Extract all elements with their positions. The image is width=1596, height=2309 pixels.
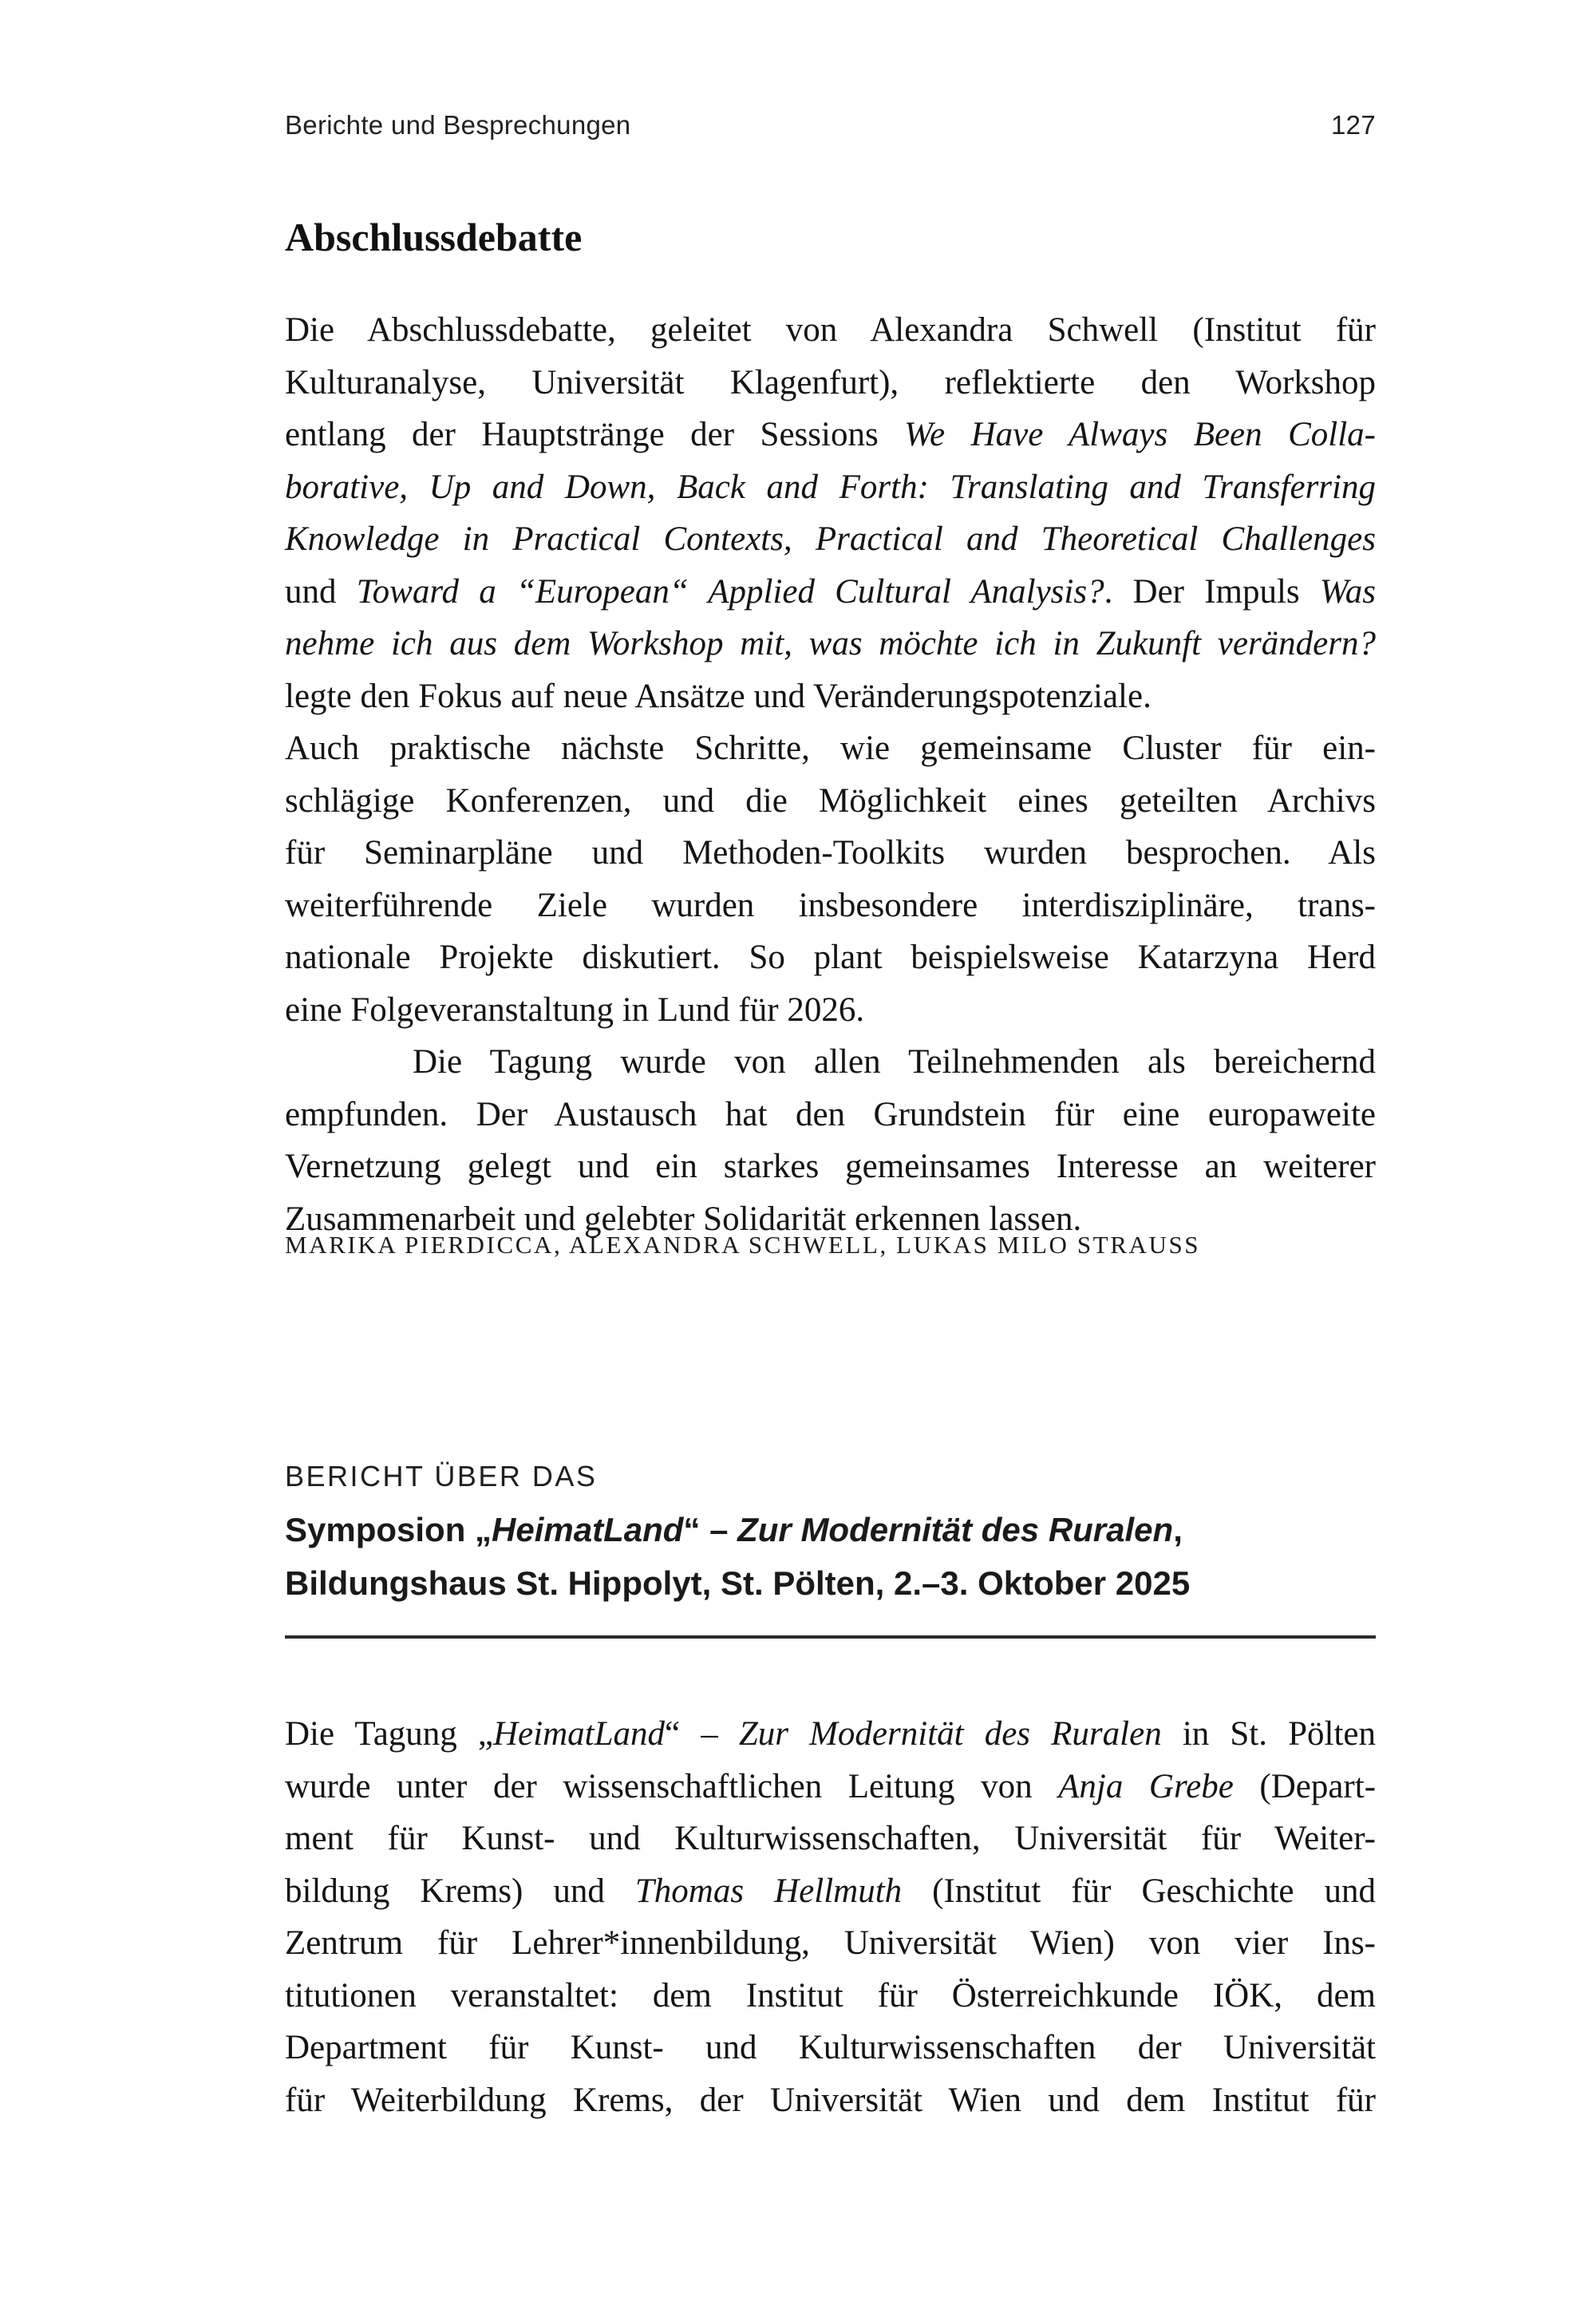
text-line: Die Abschlussdebatte, geleitet von Alexandra Schwell (Institut für (285, 311, 1376, 349)
text-line: Die Tagung wurde von allen Teilnehmenden als bereichernd (413, 1043, 1376, 1081)
page-number: 127 (1331, 110, 1376, 140)
text-line: und Toward a “European“ Applied Cultural Analysis?. Der Impuls Was (285, 572, 1376, 611)
text-line: borative, Up and Down, Back and Forth: Translating and Transferring (285, 468, 1376, 506)
text-line: Zusammenarbeit und gelebter Solidarität erkennen lassen. (285, 1200, 1082, 1238)
text-line: bildung Krems) und Thomas Hellmuth (Institut für Geschichte und (285, 1872, 1377, 1910)
article1-authors: MARIKA PIERDICCA, ALEXANDRA SCHWELL, LUKAS MILO STRAUSS (285, 1231, 1201, 1259)
text-line: Symposion „HeimatLand“ – Zur Modernität des Ruralen, (285, 1511, 1183, 1548)
article1-paragraph (285, 304, 1376, 1245)
text-line: eine Folgeveranstaltung in Lund für 2026. (285, 990, 865, 1029)
text-line: Auch praktische nächste Schritte, wie gemeinsame Cluster für ein- (285, 729, 1376, 767)
text-line: wurde unter der wissenschaftlichen Leitung von Anja Grebe (Depart- (285, 1767, 1377, 1805)
text-line: titutionen veranstaltet: dem Institut für Österreichkunde IÖK, dem (285, 1976, 1376, 2014)
text-line: nehme ich aus dem Workshop mit, was möchte ich in Zukunft verändern? (285, 625, 1376, 662)
text-line: schlägige Konferenzen, und die Möglichkeit eines geteilten Archivs (285, 781, 1376, 820)
article2-kicker: BERICHT ÜBER DAS (285, 1460, 598, 1493)
text-line: Die Tagung „HeimatLand“ – Zur Modernität des Ruralen in St. Pölten (285, 1715, 1377, 1753)
text-line: legte den Fokus auf neue Ansätze und Veränderungspotenziale. (285, 677, 1152, 715)
text-line: entlang der Hauptstränge der Sessions We Have Always Been Colla- (285, 416, 1377, 453)
article2-paragraph (285, 1708, 1376, 2126)
article1-title: Abschlussdebatte (285, 215, 583, 259)
text-line: Knowledge in Practical Contexts, Practical and Theoretical Challenges (285, 520, 1376, 558)
running-head (285, 109, 1376, 142)
text-line: ment für Kunst- und Kulturwissenschaften, Universität für Weiter- (285, 1820, 1376, 1857)
article2-title (285, 1504, 1376, 1610)
running-head-section: Berichte und Besprechungen (285, 110, 631, 140)
text-line: für Seminarpläne und Methoden-Toolkits wurden besprochen. Als (285, 834, 1376, 872)
text-line: Zentrum für Lehrer*innenbildung, Universität Wien) von vier Ins- (285, 1924, 1376, 1962)
section-divider-rule (285, 1635, 1376, 1639)
text-line: Department für Kunst- und Kulturwissenschaften der Universität (285, 2029, 1376, 2066)
text-line: Kulturanalyse, Universität Klagenfurt), reflektierte den Workshop (285, 363, 1376, 401)
text-line: weiterführende Ziele wurden insbesondere interdisziplinäre, trans- (285, 886, 1376, 924)
text-line: Bildungshaus St. Hippolyt, St. Pölten, 2.–3. Oktober 2025 (285, 1564, 1191, 1602)
text-line: für Weiterbildung Krems, der Universität Wien und dem Institut für (285, 2081, 1376, 2119)
text-line: nationale Projekte diskutiert. So plant beispielsweise Katarzyna Herd (285, 939, 1376, 976)
text-line: empfunden. Der Austausch hat den Grundstein für eine europaweite (285, 1095, 1376, 1133)
text-line: Vernetzung gelegt und ein starkes gemeinsames Interesse an weiterer (285, 1148, 1376, 1185)
